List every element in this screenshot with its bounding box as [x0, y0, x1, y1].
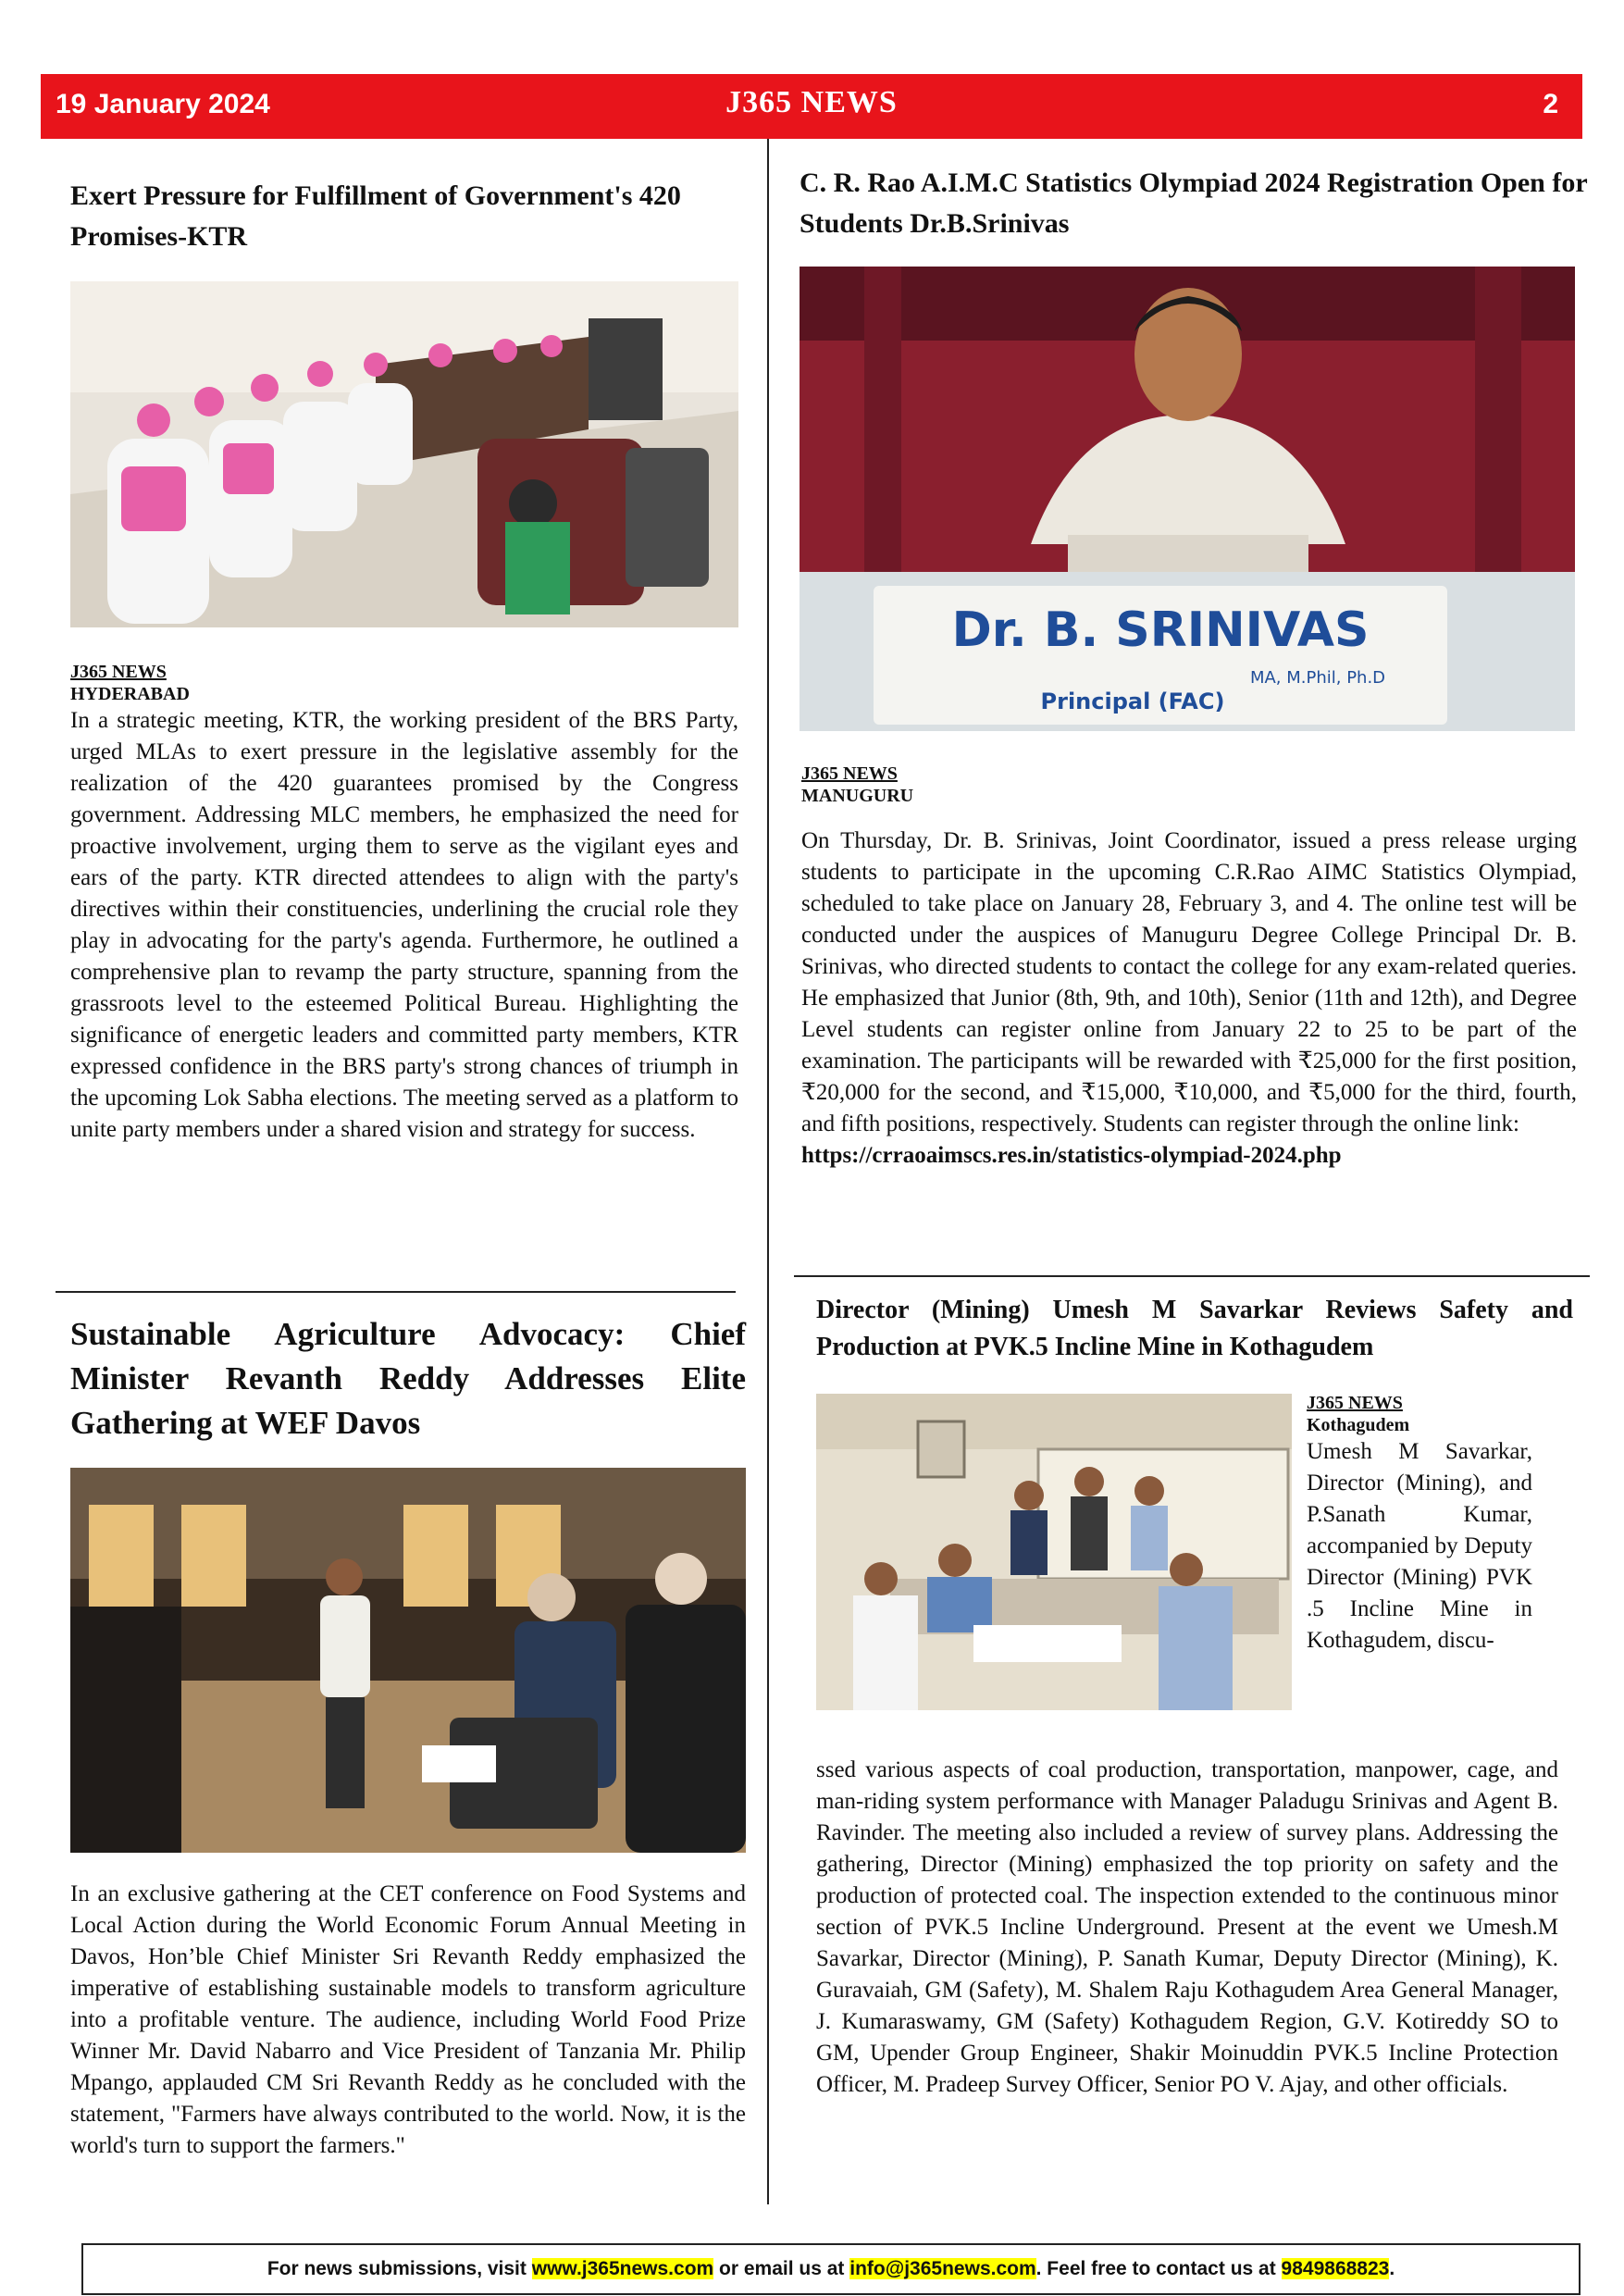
- footer-text: For news submissions, visit: [267, 2258, 532, 2279]
- article-headline: C. R. Rao A.I.M.C Statistics Olympiad 2024 Registration Open for Students Dr.B.Srinivas: [800, 168, 1588, 239]
- article-source: J365 NEWS: [1307, 1393, 1403, 1413]
- nameplate-name: Dr. B. SRINIVAS: [951, 602, 1370, 658]
- article-body: On Thursday, Dr. B. Srinivas, Joint Coordinator, issued a press release urging students to participate in the upcoming C.R.Rao AIMC Statistics Olympiad, scheduled to take place on January 28, February 3, and 4. The online test will be conducted under the auspices of Manuguru Degree College Principal Dr. B. Srinivas, who directed students to contact the college for any exam-related queries. He emphasized that Junior (8th, 9th, and 10th), Senior (11th and 12th), and Degree Level students can register online from January 22 to 25 to be part of the examination. The participants will be rewarded with ₹25,000 for the first position, ₹20,000 for the second, and ₹15,000, ₹10,000, and ₹5,000 for the third, fourth, and fifth positions, respectively. Students can register through the online link:: [801, 828, 1577, 1136]
- article-headline: Director (Mining) Umesh M Savarkar Reviews Safety and Production at PVK.5 Incline Mine in Kothagudem: [816, 1296, 1573, 1361]
- column-divider: [767, 139, 769, 2204]
- article-location: MANUGURU: [801, 786, 914, 806]
- footer-website-link[interactable]: www.j365news.com: [531, 2258, 714, 2279]
- masthead-bar: [41, 74, 1582, 139]
- article-olympiad-body: [801, 763, 1577, 1172]
- footer-email-link[interactable]: info@j365news.com: [849, 2258, 1036, 2279]
- article-location: Kothagudem: [1307, 1415, 1410, 1435]
- registration-link[interactable]: https://crraoaimscs.res.in/statistics-olympiad-2024.php: [801, 1143, 1342, 1168]
- article-mining-body: [816, 1755, 1558, 2101]
- article-davos-body: [70, 1879, 746, 2162]
- photo-mining-review: [816, 1394, 1292, 1710]
- nameplate-degrees: MA, M.Phil, Ph.D: [1249, 668, 1386, 688]
- article-source: J365 NEWS: [70, 662, 167, 682]
- article-ktr-body: [70, 661, 738, 1146]
- article-location: HYDERABAD: [70, 684, 190, 704]
- photo-wef-davos: [70, 1468, 746, 1853]
- page-number: 2: [1543, 89, 1558, 119]
- article-source: J365 NEWS: [801, 763, 898, 784]
- footer-phone[interactable]: 9849868823: [1281, 2258, 1390, 2279]
- article-olympiad: [800, 163, 1588, 244]
- article-mining-side: [1307, 1392, 1532, 1657]
- nameplate-role: Principal (FAC): [1040, 689, 1225, 714]
- article-body-side: Umesh M Savarkar, Director (Mining), and P.Sanath Kumar, accompanied by Deputy Director (Mining) PVK .5 Incline Mine in Kothagudem, discu-: [1307, 1439, 1532, 1653]
- section-divider-left: [56, 1291, 736, 1293]
- article-mining: [816, 1292, 1573, 1366]
- section-divider-right: [794, 1275, 1590, 1277]
- footer-text: .: [1389, 2258, 1395, 2279]
- article-headline: Exert Pressure for Fulfillment of Government's 420 Promises-KTR: [70, 180, 681, 252]
- footer-contact-box: [81, 2243, 1581, 2295]
- publication-title: J365 NEWS: [725, 85, 898, 119]
- article-davos: [70, 1312, 746, 1446]
- footer-text: . Feel free to contact us at: [1035, 2258, 1282, 2279]
- article-body: ssed various aspects of coal production, transportation, manpower, cage, and man-riding system performance with Manager Paladugu Srinivas and Agent B. Ravinder. The meeting also included a review of survey plans. Addressing the gathering, Director (Mining) emphasized the top priority on safety and the production of protected coal. The inspection extended to the continuous minor section of PVK.5 Incline Underground. Present at the event we Umesh.M Savarkar, Director (Mining), P. Sanath Kumar, Deputy Director (Mining), K. Guravaiah, GM (Safety), M. Shalem Raju Kothagudem Area General Manager, J. Kumaraswamy, GM (Safety) Kothagudem Region, G.V. Kotireddy SO to GM, Upender Group Engineer, Shakir Moinuddin PVK.5 Incline Protection Officer, M. Pradeep Survey Officer, Senior PO V. Ajay, and other officials.: [816, 1757, 1558, 2097]
- article-body: In an exclusive gathering at the CET conference on Food Systems and Local Action during the World Economic Forum Annual Meeting in Davos, Hon’ble Chief Minister Sri Revanth Reddy emphasized the imperative of establishing sustainable models to transform agriculture into a profitable venture. The audience, including World Food Prize Winner Mr. David Nabarro and Vice President of Tanzania Mr. Philip Mpango, applauded CM Sri Revanth Reddy as he concluded with the statement, "Farmers have always contributed to the world. Now, it is the world's turn to support the farmers.": [70, 1881, 746, 2158]
- article-headline: Sustainable Agriculture Advocacy: Chief Minister Revanth Reddy Addresses Elite Gathering at WEF Davos: [70, 1316, 746, 1441]
- photo-ktr-meeting: [70, 281, 738, 627]
- photo-dr-srinivas: [800, 267, 1575, 731]
- issue-date: 19 January 2024: [56, 89, 270, 119]
- footer-text: or email us at: [713, 2258, 850, 2279]
- article-ktr: [70, 176, 737, 257]
- article-body: In a strategic meeting, KTR, the working president of the BRS Party, urged MLAs to exert pressure in the legislative assembly for the realization of the 420 guarantees promised by the Congress government. Addressing MLC members, he emphasized the need for proactive involvement, urging them to serve as the vigilant eyes and ears of the party. KTR directed attendees to align with the party's directives within their constituencies, underlining the crucial role they play in advocating for the party's agenda. Furthermore, he outlined a comprehensive plan to revamp the party structure, spanning from the grassroots level to the esteemed Political Bureau. Highlighting the significance of energetic leaders and committed party members, KTR expressed confidence in the BRS party's strong chances of triumph in the upcoming Lok Sabha elections. The meeting served as a platform to unite party members under a shared vision and strategy for success.: [70, 708, 738, 1142]
